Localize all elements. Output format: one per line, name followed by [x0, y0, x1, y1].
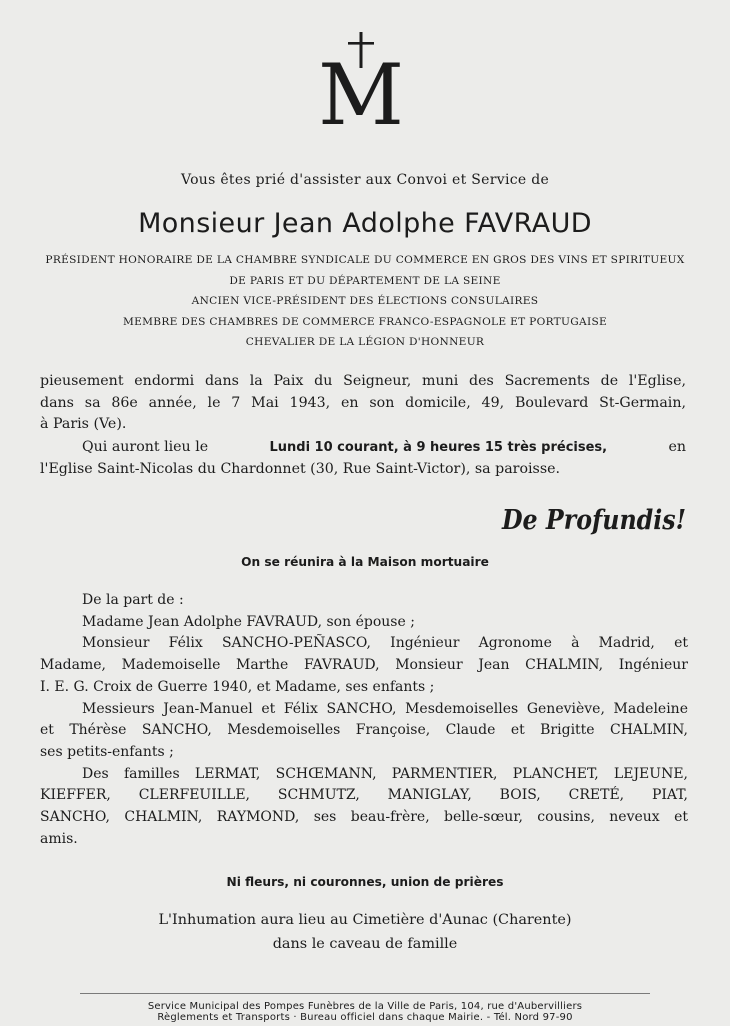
footer-divider — [80, 993, 650, 994]
burial-line: L'Inhumation aura lieu au Cimetière d'Aunac (Charente) — [158, 912, 572, 928]
title-line: CHEVALIER DE LA LÉGION D'HONNEUR — [245, 336, 485, 348]
title-line: PRÉSIDENT HONORAIRE DE LA CHAMBRE SYNDICALE DU COMMERCE EN GROS DES VINS ET SPIRITUEUX — [45, 254, 685, 266]
title-line: MEMBRE DES CHAMBRES DE COMMERCE FRANCO-ESPAGNOLE ET PORTUGAISE — [122, 315, 608, 328]
title-line: ANCIEN VICE-PRÉSIDENT DES ÉLECTIONS CONSULAIRES — [191, 295, 539, 307]
de-profundis-text: De Profundis! — [501, 505, 686, 536]
burial-line: dans le caveau de famille — [272, 935, 458, 952]
family-line: Messieurs Jean-Manuel et Félix SANCHO, Mesdemoiselles Geneviève, Madeleine — [82, 700, 688, 717]
family-line: KIEFFER, CLERFEUILLE, SCHMUTZ, MANIGLAY, BOIS, CRETÉ, PIAT, — [40, 787, 688, 804]
service-start: Qui auront lieu le — [82, 439, 209, 455]
footer-line: Règlements et Transports · Bureau officiel dans chaque Mairie. - Tél. Nord 97-90 — [157, 1012, 573, 1023]
deceased-titles — [0, 250, 730, 353]
cross-monogram-icon — [315, 30, 407, 144]
burial-notice — [0, 909, 730, 956]
intro-text: Vous êtes prié d'assister aux Convoi et Service de — [180, 172, 550, 188]
family-line: Des familles LERMAT, SCHŒMANN, PARMENTIER, PLANCHET, LEJEUNE, — [82, 765, 688, 782]
deceased-name: Monsieur Jean Adolphe FAVRAUD — [138, 208, 592, 239]
family-line: SANCHO, CHALMIN, RAYMOND, ses beau-frère, belle-sœur, cousins, neveux et — [40, 809, 688, 826]
family-line: amis. — [40, 830, 78, 847]
gathering-notice: On se réunira à la Maison mortuaire — [241, 555, 489, 569]
death-paragraph — [40, 371, 686, 436]
paragraph-line: pieusement endormi dans la Paix du Seigneur, muni des Sacrements de l'Eglise, — [40, 373, 686, 389]
service-date-time: Lundi 10 courant, à 9 heures 15 très précises, — [269, 440, 608, 455]
service-end: en — [668, 439, 686, 455]
paragraph-line: l'Eglise Saint-Nicolas du Chardonnet (30, Rue Saint-Victor), sa paroisse. — [40, 460, 561, 477]
de-profundis-blackletter — [500, 495, 690, 543]
paragraph-line: dans sa 86e année, le 7 Mai 1943, en son domicile, 49, Boulevard St-Germain, — [40, 394, 686, 411]
service-paragraph — [40, 437, 686, 480]
monogram-letter: M — [317, 46, 405, 144]
service-line — [40, 437, 686, 459]
paragraph-line: à Paris (Ve). — [40, 416, 127, 432]
footer-line: Service Municipal des Pompes Funèbres de la Ville de Paris, 104, rue d'Aubervilliers — [147, 1001, 583, 1012]
family-line: Madame Jean Adolphe FAVRAUD, son épouse ; — [82, 613, 415, 630]
family-line: Madame, Mademoiselle Marthe FAVRAUD, Monsieur Jean CHALMIN, Ingénieur — [40, 657, 688, 674]
family-line: Monsieur Félix SANCHO-PEÑASCO, Ingénieur Agronome à Madrid, et — [82, 635, 688, 652]
printer-footer — [0, 1001, 730, 1023]
flowers-notice: Ni fleurs, ni couronnes, union de prières — [226, 875, 504, 889]
family-line: I. E. G. Croix de Guerre 1940, et Madame, ses enfants ; — [40, 678, 435, 695]
family-line: et Thérèse SANCHO, Mesdemoiselles Françoise, Claude et Brigitte CHALMIN, — [40, 722, 688, 739]
title-line: DE PARIS ET DU DÉPARTEMENT DE LA SEINE — [229, 274, 501, 287]
family-line: ses petits-enfants ; — [40, 743, 174, 760]
family-list — [40, 590, 688, 850]
family-line: De la part de : — [82, 592, 184, 608]
